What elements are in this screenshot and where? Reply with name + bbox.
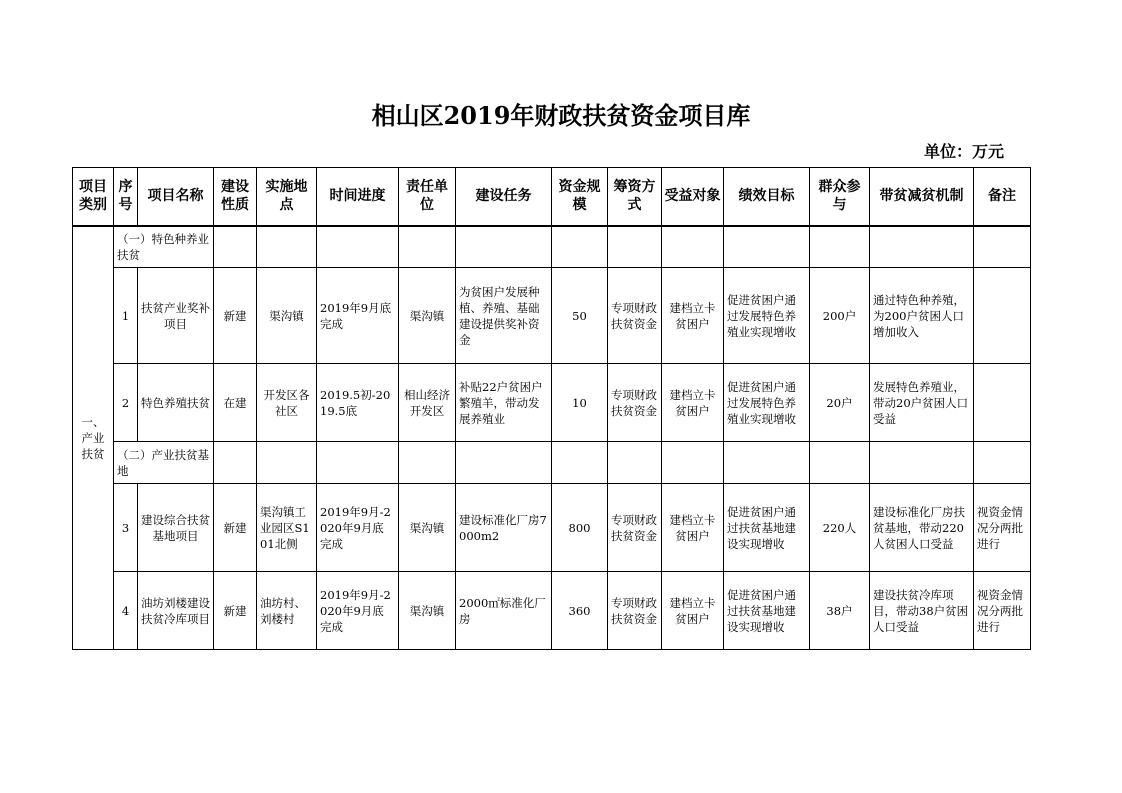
row-mechanism: 发展特色养殖业，带动20户贫困人口受益 (870, 364, 974, 442)
empty-cell (870, 226, 974, 268)
header-beneficiary: 受益对象 (662, 168, 724, 226)
row-no: 1 (114, 268, 138, 364)
row-mechanism: 建设标准化厂房扶贫基地，带动220人贫困人口受益 (870, 484, 974, 572)
row-participation: 220人 (810, 484, 870, 572)
row-schedule: 2019年9月-2020年9月底完成 (317, 572, 399, 650)
row-beneficiary: 建档立卡贫困户 (662, 572, 724, 650)
header-location: 实施地点 (257, 168, 317, 226)
row-funds: 10 (552, 364, 608, 442)
row-schedule: 2019年9月底完成 (317, 268, 399, 364)
row-location: 渠沟镇 (257, 268, 317, 364)
table-row (73, 572, 1031, 650)
row-goal: 促进贫困户通过发展特色养殖业实现增收 (724, 364, 810, 442)
row-no: 4 (114, 572, 138, 650)
empty-cell (399, 442, 456, 484)
row-nature: 新建 (214, 572, 257, 650)
table-row (73, 268, 1031, 364)
empty-cell (552, 442, 608, 484)
row-goal: 促进贫困户通过发展特色养殖业实现增收 (724, 268, 810, 364)
empty-cell (608, 226, 662, 268)
row-name: 扶贫产业奖补项目 (138, 268, 214, 364)
header-no: 序号 (114, 168, 138, 226)
row-goal: 促进贫困户通过扶贫基地建设实现增收 (724, 484, 810, 572)
row-schedule: 2019年9月-2020年9月底完成 (317, 484, 399, 572)
row-participation: 20户 (810, 364, 870, 442)
row-beneficiary: 建档立卡贫困户 (662, 364, 724, 442)
row-location: 油坊村、刘楼村 (257, 572, 317, 650)
header-mechanism: 带贫减贫机制 (870, 168, 974, 226)
header-unit: 责任单位 (399, 168, 456, 226)
unit-label: 单位：万元 (923, 142, 1004, 161)
empty-cell (974, 226, 1031, 268)
row-financing: 专项财政扶贫资金 (608, 484, 662, 572)
row-financing: 专项财政扶贫资金 (608, 364, 662, 442)
section-title: （二）产业扶贫基地 (114, 442, 214, 484)
row-location: 渠沟镇工业园区S101北侧 (257, 484, 317, 572)
empty-cell (662, 226, 724, 268)
empty-cell (810, 226, 870, 268)
row-funds: 50 (552, 268, 608, 364)
empty-cell (974, 442, 1031, 484)
empty-cell (317, 442, 399, 484)
row-unit: 渠沟镇 (399, 572, 456, 650)
row-mechanism: 建设扶贫冷库项目，带动38户贫困人口受益 (870, 572, 974, 650)
header-funds: 资金规模 (552, 168, 608, 226)
row-nature: 新建 (214, 268, 257, 364)
empty-cell (608, 442, 662, 484)
row-nature: 在建 (214, 364, 257, 442)
row-funds: 800 (552, 484, 608, 572)
row-financing: 专项财政扶贫资金 (608, 572, 662, 650)
empty-cell (456, 442, 552, 484)
header-name: 项目名称 (138, 168, 214, 226)
empty-cell (662, 442, 724, 484)
row-nature: 新建 (214, 484, 257, 572)
row-task: 补贴22户贫困户繁殖羊，带动发展养殖业 (456, 364, 552, 442)
row-unit: 渠沟镇 (399, 484, 456, 572)
row-goal: 促进贫困户通过扶贫基地建设实现增收 (724, 572, 810, 650)
empty-cell (810, 442, 870, 484)
header-nature: 建设性质 (214, 168, 257, 226)
section-row (73, 442, 1031, 484)
header-financing: 筹资方式 (608, 168, 662, 226)
row-name: 特色养殖扶贫 (138, 364, 214, 442)
row-remark: 视资金情况分两批进行 (974, 484, 1031, 572)
empty-cell (399, 226, 456, 268)
row-no: 2 (114, 364, 138, 442)
row-participation: 200户 (810, 268, 870, 364)
header-row (73, 168, 1031, 226)
row-name: 建设综合扶贫基地项目 (138, 484, 214, 572)
row-remark: 视资金情况分两批进行 (974, 572, 1031, 650)
empty-cell (214, 226, 257, 268)
row-remark (974, 268, 1031, 364)
empty-cell (552, 226, 608, 268)
row-mechanism: 通过特色种养殖，为200户贫困人口增加收入 (870, 268, 974, 364)
header-participation: 群众参与 (810, 168, 870, 226)
row-funds: 360 (552, 572, 608, 650)
empty-cell (456, 226, 552, 268)
section-title: （一）特色种养业扶贫 (114, 226, 214, 268)
row-beneficiary: 建档立卡贫困户 (662, 484, 724, 572)
row-no: 3 (114, 484, 138, 572)
empty-cell (724, 442, 810, 484)
page-title: 相山区2019年财政扶贫资金项目库 (371, 101, 751, 130)
row-beneficiary: 建档立卡贫困户 (662, 268, 724, 364)
row-task: 2000㎡标准化厂房 (456, 572, 552, 650)
empty-cell (214, 442, 257, 484)
row-participation: 38户 (810, 572, 870, 650)
empty-cell (257, 226, 317, 268)
section-row (73, 226, 1031, 268)
empty-cell (317, 226, 399, 268)
row-remark (974, 364, 1031, 442)
row-task: 建设标准化厂房7000m2 (456, 484, 552, 572)
header-task: 建设任务 (456, 168, 552, 226)
row-financing: 专项财政扶贫资金 (608, 268, 662, 364)
row-name: 油坊刘楼建设扶贫冷库项目 (138, 572, 214, 650)
table-row (73, 484, 1031, 572)
empty-cell (870, 442, 974, 484)
empty-cell (257, 442, 317, 484)
category-cell: 一、产业扶贫 (73, 226, 114, 650)
row-unit: 相山经济开发区 (399, 364, 456, 442)
header-goal: 绩效目标 (724, 168, 810, 226)
table-row (73, 364, 1031, 442)
header-remark: 备注 (974, 168, 1031, 226)
header-category: 项目类别 (73, 168, 114, 226)
empty-cell (724, 226, 810, 268)
row-schedule: 2019.5初-2019.5底 (317, 364, 399, 442)
project-table (72, 167, 1031, 650)
row-task: 为贫困户发展种植、养殖、基础建设提供奖补资金 (456, 268, 552, 364)
row-unit: 渠沟镇 (399, 268, 456, 364)
row-location: 开发区各社区 (257, 364, 317, 442)
header-schedule: 时间进度 (317, 168, 399, 226)
